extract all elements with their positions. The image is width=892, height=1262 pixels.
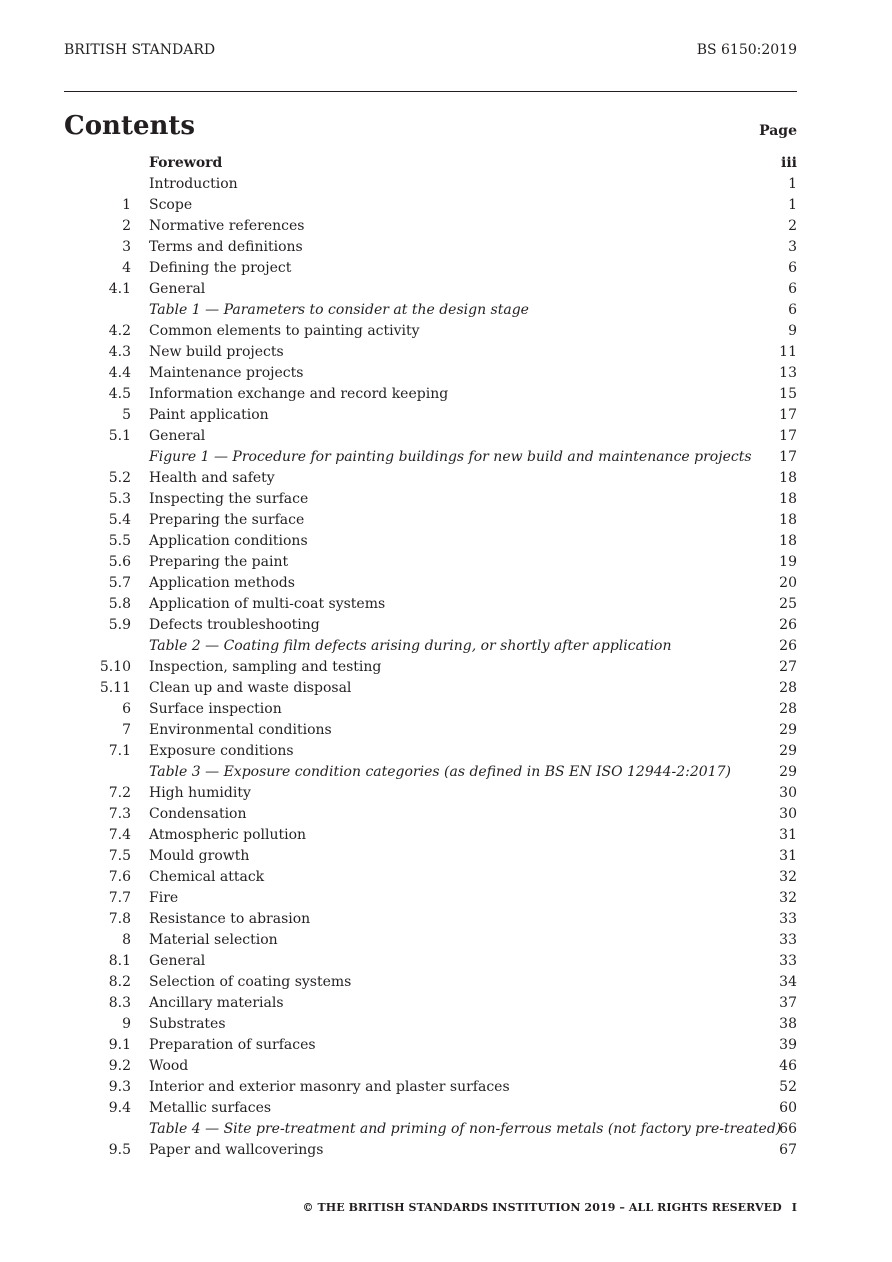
toc-entry-page: 66 [779, 1121, 797, 1137]
toc-entry-title: Table 3 — Exposure condition categories (as defined in BS EN ISO 12944-2:2017) [149, 764, 731, 780]
toc-entry[interactable] [64, 888, 797, 909]
toc-entry[interactable] [64, 258, 797, 279]
toc-entry-page: 15 [779, 386, 797, 402]
toc-entry[interactable] [64, 174, 797, 195]
toc-entry[interactable] [64, 468, 797, 489]
toc-entry[interactable] [64, 384, 797, 405]
toc-entry-page: 29 [779, 743, 797, 759]
toc-entry[interactable] [64, 930, 797, 951]
toc-entry-number: 7.8 [108, 911, 131, 927]
toc-entry-page: 28 [779, 680, 797, 696]
toc-entry[interactable] [64, 657, 797, 678]
toc-entry-number: 9.2 [108, 1058, 131, 1074]
toc-entry-number: 8 [122, 932, 131, 948]
toc-entry-page: 67 [779, 1142, 797, 1158]
copyright-notice: © THE BRITISH STANDARDS INSTITUTION 2019 – ALL RIGHTS RESERVED [302, 1201, 782, 1214]
toc-entry-number: 7.4 [108, 827, 131, 843]
toc-entry-title: Application conditions [149, 533, 308, 549]
toc-entry-title: Terms and definitions [149, 239, 303, 255]
toc-entry-title: Maintenance projects [149, 365, 304, 381]
toc-entry-page: 20 [779, 575, 797, 591]
toc-entry-number: 5.9 [108, 617, 131, 633]
toc-entry[interactable] [64, 867, 797, 888]
toc-entry-page: 1 [788, 197, 797, 213]
toc-entry-title: Application of multi-coat systems [149, 596, 386, 612]
toc-entry[interactable] [64, 216, 797, 237]
toc-entry[interactable] [64, 678, 797, 699]
toc-entry-title: Normative references [149, 218, 305, 234]
toc-entry-number: 2 [122, 218, 131, 234]
toc-entry-number: 7.2 [108, 785, 131, 801]
toc-entry-page: 28 [779, 701, 797, 717]
toc-entry-title: Inspection, sampling and testing [149, 659, 382, 675]
toc-entry-page: 13 [779, 365, 797, 381]
toc-entry-title: Common elements to painting activity [149, 323, 420, 339]
toc-entry-title: Preparing the surface [149, 512, 305, 528]
toc-entry-title: Health and safety [149, 470, 275, 486]
toc-entry-title: Chemical attack [149, 869, 265, 885]
toc-entry-number: 5.8 [108, 596, 131, 612]
toc-entry[interactable] [64, 1077, 797, 1098]
toc-entry-number: 4.4 [108, 365, 131, 381]
toc-entry[interactable] [64, 615, 797, 636]
toc-entry-number: 5.5 [108, 533, 131, 549]
toc-entry[interactable] [64, 1035, 797, 1056]
toc-entry[interactable] [64, 1140, 797, 1161]
toc-entry-page: 31 [779, 848, 797, 864]
toc-entry-page: 18 [779, 512, 797, 528]
toc-entry[interactable] [64, 594, 797, 615]
toc-entry-page: 32 [779, 869, 797, 885]
toc-entry-title: Foreword [149, 155, 223, 171]
toc-entry-page: 6 [788, 302, 797, 318]
toc-entry-number: 8.1 [108, 953, 131, 969]
toc-entry-number: 4.5 [108, 386, 131, 402]
toc-entry-page: 33 [779, 911, 797, 927]
toc-entry-number: 5.1 [108, 428, 131, 444]
toc-entry-number: 9 [122, 1016, 131, 1032]
toc-entry-page: 25 [779, 596, 797, 612]
toc-entry-page: 33 [779, 953, 797, 969]
toc-entry-number: 4.1 [108, 281, 131, 297]
footer [302, 1200, 797, 1216]
toc-entry-title: Figure 1 — Procedure for painting buildings for new build and maintenance projects [149, 449, 752, 465]
toc-entry[interactable] [64, 279, 797, 300]
toc-entry-page: 34 [779, 974, 797, 990]
toc-entry[interactable] [64, 762, 797, 783]
toc-entry[interactable] [64, 552, 797, 573]
toc-entry-title: Introduction [149, 176, 238, 192]
toc-entry[interactable] [64, 510, 797, 531]
toc-entry-title: High humidity [149, 785, 251, 801]
toc-entry[interactable] [64, 1119, 797, 1140]
toc-entry-title: Preparing the paint [149, 554, 289, 570]
toc-entry[interactable] [64, 237, 797, 258]
toc-entry[interactable] [64, 426, 797, 447]
toc-entry-title: Mould growth [149, 848, 250, 864]
toc-entry[interactable] [64, 489, 797, 510]
toc-entry[interactable] [64, 951, 797, 972]
toc-entry[interactable] [64, 405, 797, 426]
toc-entry[interactable] [64, 909, 797, 930]
toc-entry[interactable] [64, 195, 797, 216]
toc-entry-number: 8.3 [108, 995, 131, 1011]
toc-entry-page: 30 [779, 785, 797, 801]
toc-entry-page: 9 [788, 323, 797, 339]
toc-entry-number: 5.11 [99, 680, 131, 696]
toc-entry-title: Interior and exterior masonry and plaster surfaces [149, 1079, 510, 1095]
toc-entry-page: 18 [779, 533, 797, 549]
toc-entry-title: Ancillary materials [149, 995, 284, 1011]
header-standard-number: BS 6150:2019 [696, 42, 797, 58]
toc-entry-title: New build projects [149, 344, 284, 360]
toc-entry-title: Paint application [149, 407, 269, 423]
toc-entry-number: 5.4 [108, 512, 131, 528]
toc-entry-page: 60 [779, 1100, 797, 1116]
toc-entry-number: 7.5 [108, 848, 131, 864]
toc-entry-number: 5.10 [99, 659, 131, 675]
toc-entry[interactable] [64, 993, 797, 1014]
toc-entry-title: Condensation [149, 806, 247, 822]
page-column-label: Page [759, 123, 797, 139]
toc-entry-page: 17 [779, 428, 797, 444]
toc-entry-number: 9.1 [108, 1037, 131, 1053]
toc-entry-page: 26 [779, 638, 797, 654]
toc-entry-page: 32 [779, 890, 797, 906]
toc-entry[interactable] [64, 573, 797, 594]
toc-entry-number: 7.7 [108, 890, 131, 906]
toc-entry-title: Preparation of surfaces [149, 1037, 316, 1053]
toc-entry-page: 3 [788, 239, 797, 255]
toc-entry-title: Metallic surfaces [149, 1100, 272, 1116]
toc-entry-title: Selection of coating systems [149, 974, 352, 990]
toc-entry-title: Defects troubleshooting [149, 617, 320, 633]
toc-entry-number: 5.7 [108, 575, 131, 591]
toc-entry-title: Table 1 — Parameters to consider at the design stage [149, 302, 529, 318]
toc-entry[interactable] [64, 1014, 797, 1035]
toc-entry-number: 4 [122, 260, 131, 276]
toc-entry-page: 11 [779, 344, 797, 360]
toc-entry[interactable] [64, 741, 797, 762]
toc-entry-number: 6 [122, 701, 131, 717]
toc-entry-title: Table 4 — Site pre-treatment and priming of non-ferrous metals (not factory pre-treated) [149, 1121, 782, 1137]
toc-entry[interactable] [64, 783, 797, 804]
toc-entry-number: 5.6 [108, 554, 131, 570]
toc-entry-title: Information exchange and record keeping [149, 386, 449, 402]
toc-entry[interactable] [64, 825, 797, 846]
toc-entry[interactable] [64, 300, 797, 321]
header-standard-type: BRITISH STANDARD [64, 42, 216, 58]
toc-entry-page: 30 [779, 806, 797, 822]
toc-entry[interactable] [64, 972, 797, 993]
toc-entry-page: 26 [779, 617, 797, 633]
toc-entry-page: 37 [779, 995, 797, 1011]
toc-entry-number: 5.2 [108, 470, 131, 486]
toc-entry-number: 9.3 [108, 1079, 131, 1095]
toc-entry-number: 4.2 [108, 323, 131, 339]
toc-entry[interactable] [64, 321, 797, 342]
toc-entry-page: 38 [779, 1016, 797, 1032]
toc-entry-title: Wood [149, 1058, 189, 1074]
toc-entry-page: 17 [779, 407, 797, 423]
toc-entry-page: 6 [788, 260, 797, 276]
toc-entry-page: 33 [779, 932, 797, 948]
toc-entry-page: 6 [788, 281, 797, 297]
toc-entry[interactable] [64, 846, 797, 867]
toc-entry-title: Defining the project [149, 260, 292, 276]
toc-entry-number: 5.3 [108, 491, 131, 507]
toc-entry-title: Inspecting the surface [149, 491, 309, 507]
toc-entry-number: 7.6 [108, 869, 131, 885]
toc-entry-title: General [149, 428, 206, 444]
toc-entry-number: 3 [122, 239, 131, 255]
table-of-contents [64, 153, 797, 1161]
toc-entry[interactable] [64, 720, 797, 741]
toc-entry[interactable] [64, 342, 797, 363]
header-divider [64, 91, 797, 92]
toc-entry[interactable] [64, 447, 797, 468]
toc-entry-title: Paper and wallcoverings [149, 1142, 324, 1158]
toc-entry-title: Environmental conditions [149, 722, 332, 738]
toc-entry-page: 2 [788, 218, 797, 234]
toc-entry-page: 18 [779, 491, 797, 507]
toc-entry-title: Scope [149, 197, 193, 213]
toc-entry[interactable] [64, 699, 797, 720]
toc-entry-number: 9.4 [108, 1100, 131, 1116]
toc-entry-title: General [149, 953, 206, 969]
toc-entry-page: 29 [779, 722, 797, 738]
toc-entry[interactable] [64, 153, 797, 174]
toc-entry-page: 31 [779, 827, 797, 843]
toc-entry-number: 7.1 [108, 743, 131, 759]
toc-entry-page: 17 [779, 449, 797, 465]
toc-entry-title: General [149, 281, 206, 297]
toc-entry-page: 46 [779, 1058, 797, 1074]
toc-entry-page: 52 [779, 1079, 797, 1095]
footer-page-number: I [791, 1201, 797, 1214]
toc-entry-page: iii [781, 155, 797, 171]
toc-entry-title: Resistance to abrasion [149, 911, 311, 927]
toc-entry-page: 19 [779, 554, 797, 570]
toc-entry-title: Surface inspection [149, 701, 282, 717]
toc-entry-number: 9.5 [108, 1142, 131, 1158]
toc-entry-title: Substrates [149, 1016, 226, 1032]
toc-entry-number: 7.3 [108, 806, 131, 822]
toc-entry[interactable] [64, 804, 797, 825]
toc-entry-number: 5 [122, 407, 131, 423]
toc-entry[interactable] [64, 1056, 797, 1077]
toc-entry-title: Table 2 — Coating film defects arising during, or shortly after application [149, 638, 672, 654]
toc-entry-number: 8.2 [108, 974, 131, 990]
toc-entry-title: Fire [149, 890, 179, 906]
page-title: Contents [64, 111, 196, 141]
toc-entry-page: 27 [779, 659, 797, 675]
toc-entry-page: 29 [779, 764, 797, 780]
toc-entry[interactable] [64, 1098, 797, 1119]
toc-entry-title: Exposure conditions [149, 743, 294, 759]
toc-entry[interactable] [64, 531, 797, 552]
toc-entry-page: 39 [779, 1037, 797, 1053]
toc-entry-number: 4.3 [108, 344, 131, 360]
toc-entry-number: 7 [122, 722, 131, 738]
toc-entry-page: 18 [779, 470, 797, 486]
toc-entry[interactable] [64, 636, 797, 657]
toc-entry-number: 1 [122, 197, 131, 213]
toc-entry-title: Application methods [149, 575, 295, 591]
toc-entry-title: Material selection [149, 932, 278, 948]
toc-entry[interactable] [64, 363, 797, 384]
toc-entry-title: Clean up and waste disposal [149, 680, 352, 696]
toc-entry-page: 1 [788, 176, 797, 192]
toc-entry-title: Atmospheric pollution [149, 827, 307, 843]
